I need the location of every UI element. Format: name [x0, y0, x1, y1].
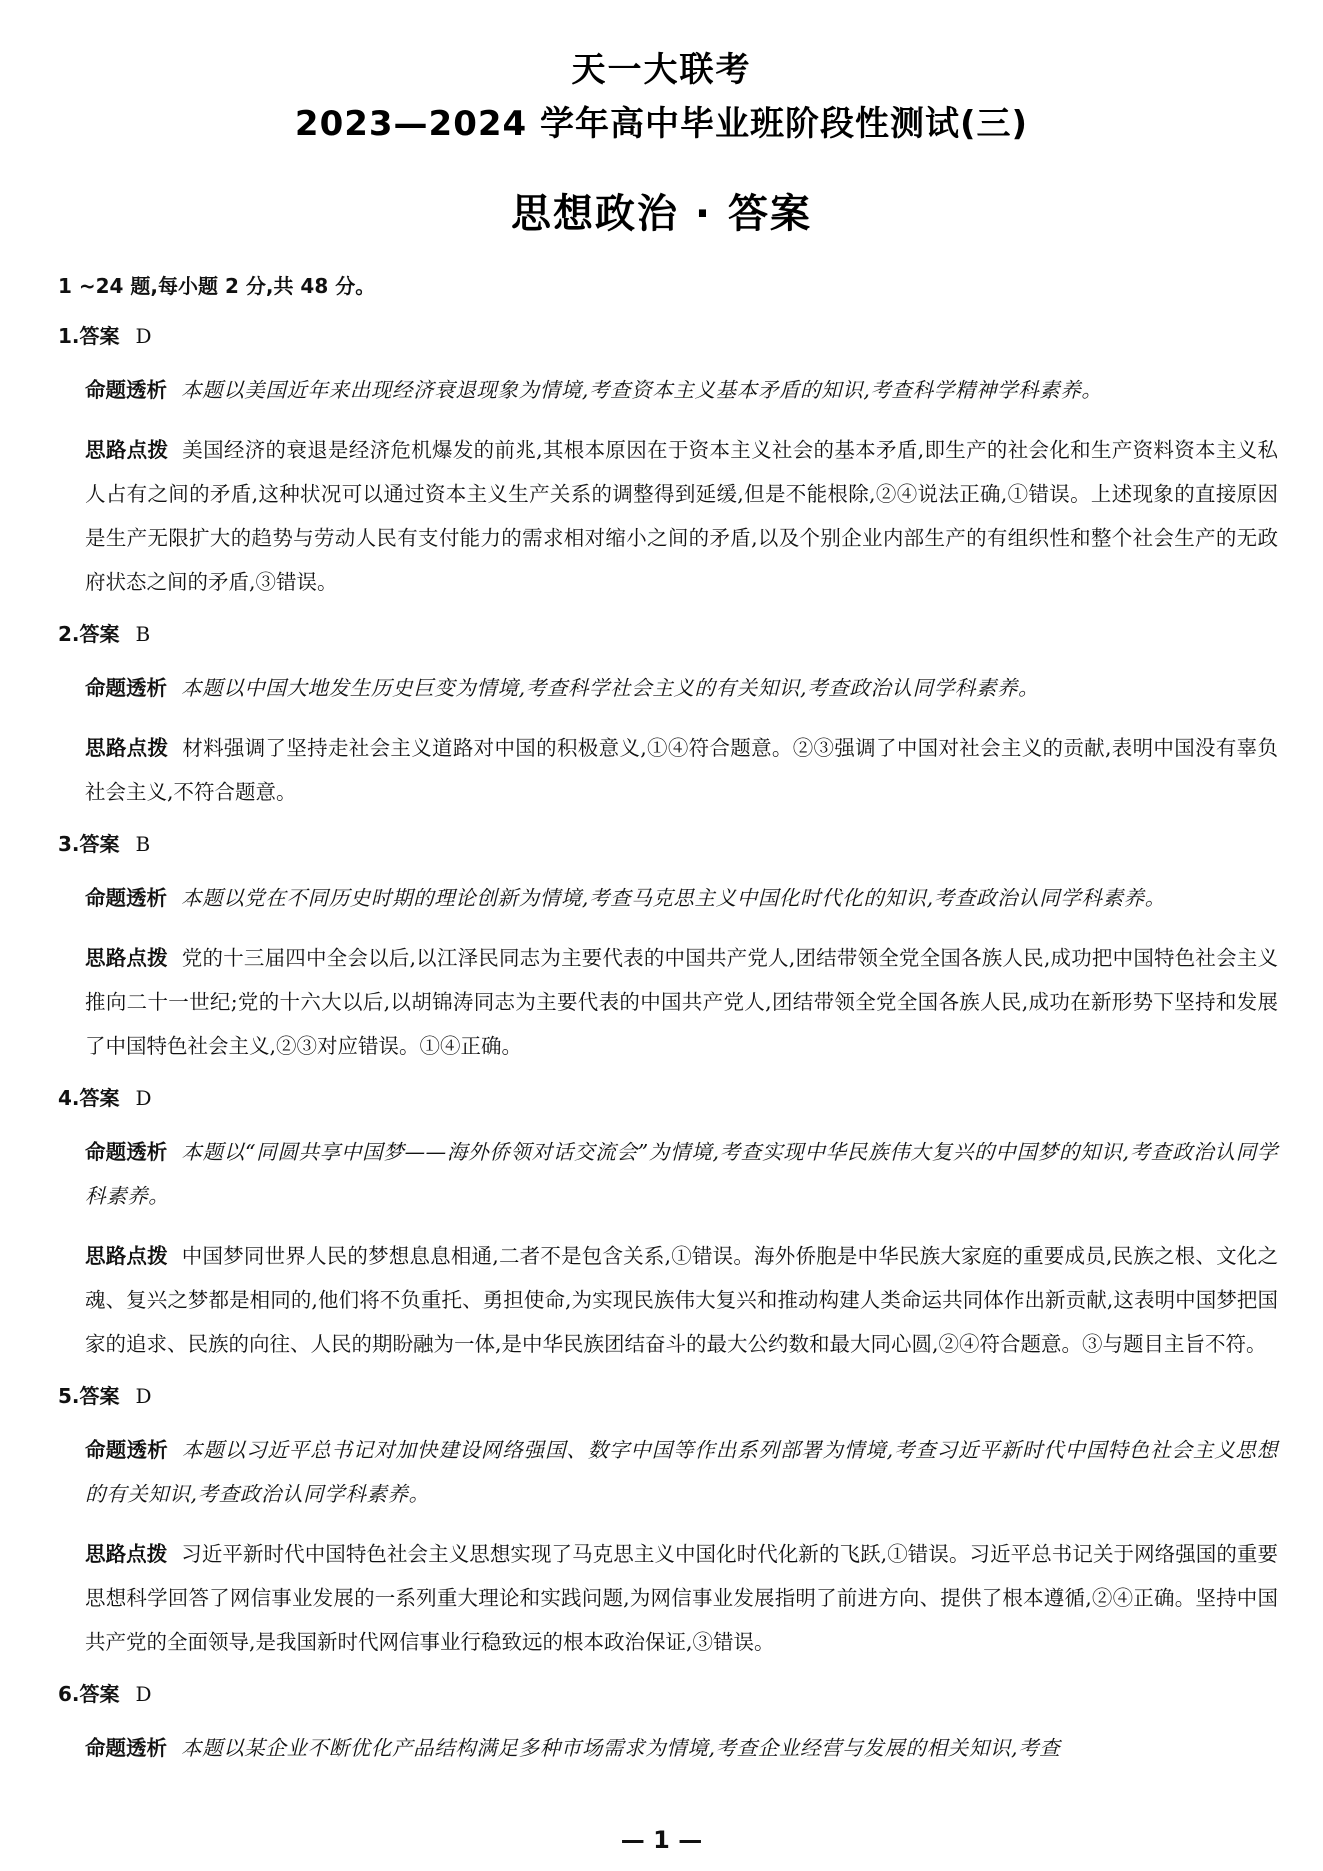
- answer-line: [58, 620, 1278, 648]
- analysis-text: 本题以党在不同历史时期的理论创新为情境,考查马克思主义中国化时代化的知识,考查政治认同学科素养。: [181, 886, 1166, 910]
- analysis-label: 命题透析: [85, 1140, 168, 1164]
- answer-line: [58, 830, 1278, 858]
- analysis-text: 本题以某企业不断优化产品结构满足多种市场需求为情境,考查企业经营与发展的相关知识,考查: [181, 1736, 1061, 1760]
- answer-line: [58, 1382, 1278, 1410]
- analysis-paragraph: [85, 666, 1278, 710]
- analysis-label: 命题透析: [85, 676, 167, 700]
- hint-label: 思路点拨: [85, 736, 169, 760]
- hint-paragraph: [85, 726, 1278, 814]
- hint-text: 习近平新时代中国特色社会主义思想实现了马克思主义中国化时代化新的飞跃,①错误。习近平总书记关于网络强国的重要思想科学回答了网信事业发展的一系列重大理论和实践问题,为网信事业发展指明了前进方向、提供了根本遵循,②④正确。坚持中国共产党的全面领导,是我国新时代网信事业行稳致远的根本政治保证,③错误。: [85, 1542, 1278, 1654]
- hint-paragraph: [85, 428, 1278, 604]
- scoring-intro: 1 ~24 题,每小题 2 分,共 48 分。: [58, 274, 376, 298]
- hint-text: 美国经济的衰退是经济危机爆发的前兆,其根本原因在于资本主义社会的基本矛盾,即生产的社会化和生产资料资本主义私人占有之间的矛盾,这种状况可以通过资本主义生产关系的调整得到延缓,但是不能根除,②④说法正确,①错误。上述现象的直接原因是生产无限扩大的趋势与劳动人民有支付能力的需求相对缩小之间的矛盾,以及个别企业内部生产的有组织性和整个社会生产的无政府状态之间的矛盾,③错误。: [85, 438, 1279, 594]
- answer-label: 答案: [79, 832, 120, 856]
- question-block: [58, 1382, 1278, 1664]
- question-block: [58, 322, 1278, 604]
- answer-value: D: [135, 1086, 152, 1110]
- question-number: 3.: [58, 832, 80, 856]
- answer-value: D: [135, 1682, 152, 1706]
- answer-value: D: [135, 1384, 152, 1408]
- answer-line: [58, 322, 1278, 350]
- question-number: 6.: [58, 1682, 80, 1706]
- analysis-text: 本题以习近平总书记对加快建设网络强国、数字中国等作出系列部署为情境,考查习近平新时代中国特色社会主义思想的有关知识,考查政治认同学科素养。: [85, 1438, 1279, 1506]
- question-number: 4.: [58, 1086, 80, 1110]
- analysis-text: 本题以美国近年来出现经济衰退现象为情境,考查资本主义基本矛盾的知识,考查科学精神学科素养。: [181, 378, 1103, 402]
- analysis-label: 命题透析: [85, 378, 167, 402]
- answer-value: B: [135, 622, 151, 646]
- question-number: 2.: [58, 622, 80, 646]
- answer-line: [58, 1680, 1278, 1708]
- exam-title: 2023—2024 学年高中毕业班阶段性测试(三): [294, 104, 1029, 144]
- hint-label: 思路点拨: [85, 946, 168, 970]
- analysis-text: 本题以“同圆共享中国梦——海外侨领对话交流会”为情境,考查实现中华民族伟大复兴的中国梦的知识,考查政治认同学科素养。: [85, 1140, 1279, 1208]
- answer-label: 答案: [79, 324, 120, 348]
- answer-label: 答案: [79, 1086, 120, 1110]
- question-block: [58, 830, 1278, 1068]
- hint-text: 材料强调了坚持走社会主义道路对中国的积极意义,①④符合题意。②③强调了中国对社会主义的贡献,表明中国没有辜负社会主义,不符合题意。: [85, 736, 1279, 804]
- answer-value: D: [135, 324, 152, 348]
- hint-paragraph: [85, 936, 1278, 1068]
- subject-title: 思想政治 · 答案: [510, 191, 813, 237]
- analysis-paragraph: [85, 876, 1278, 920]
- question-block: [58, 1084, 1278, 1366]
- question-number: 5.: [58, 1384, 80, 1408]
- organization-title: 天一大联考: [571, 50, 752, 90]
- analysis-label: 命题透析: [85, 1736, 167, 1760]
- hint-paragraph: [85, 1234, 1278, 1366]
- hint-text: 党的十三届四中全会以后,以江泽民同志为主要代表的中国共产党人,团结带领全党全国各族人民,成功把中国特色社会主义推向二十一世纪;党的十六大以后,以胡锦涛同志为主要代表的中国共产党人,团结带领全党全国各族人民,成功在新形势下坚持和发展了中国特色社会主义,②③对应错误。①④正确。: [85, 946, 1279, 1058]
- question-block: [58, 620, 1278, 814]
- hint-label: 思路点拨: [85, 1542, 168, 1566]
- analysis-paragraph: [85, 1130, 1278, 1218]
- answer-value: B: [135, 832, 151, 856]
- answer-label: 答案: [79, 1682, 120, 1706]
- hint-label: 思路点拨: [85, 438, 169, 462]
- answer-line: [58, 1084, 1278, 1112]
- analysis-paragraph: [85, 1726, 1278, 1770]
- hint-text: 中国梦同世界人民的梦想息息相通,二者不是包含关系,①错误。海外侨胞是中华民族大家庭的重要成员,民族之根、文化之魂、复兴之梦都是相同的,他们将不负重托、勇担使命,为实现民族伟大复兴和推动构建人类命运共同体作出新贡献,这表明中国梦把国家的追求、民族的向往、人民的期盼融为一体,是中华民族团结奋斗的最大公约数和最大同心圆,②④符合题意。③与题目主旨不符。: [85, 1244, 1279, 1356]
- hint-label: 思路点拨: [85, 1244, 168, 1268]
- analysis-label: 命题透析: [85, 1438, 169, 1462]
- answer-label: 答案: [79, 1384, 120, 1408]
- question-number: 1.: [58, 324, 80, 348]
- analysis-paragraph: [85, 1428, 1278, 1516]
- hint-paragraph: [85, 1532, 1278, 1664]
- analysis-label: 命题透析: [85, 886, 167, 910]
- answer-body: [58, 272, 1278, 1786]
- question-block: [58, 1680, 1278, 1770]
- analysis-paragraph: [85, 368, 1278, 412]
- answer-label: 答案: [79, 622, 120, 646]
- page-number: — 1 —: [620, 1826, 703, 1854]
- analysis-text: 本题以中国大地发生历史巨变为情境,考查科学社会主义的有关知识,考查政治认同学科素养。: [181, 676, 1040, 700]
